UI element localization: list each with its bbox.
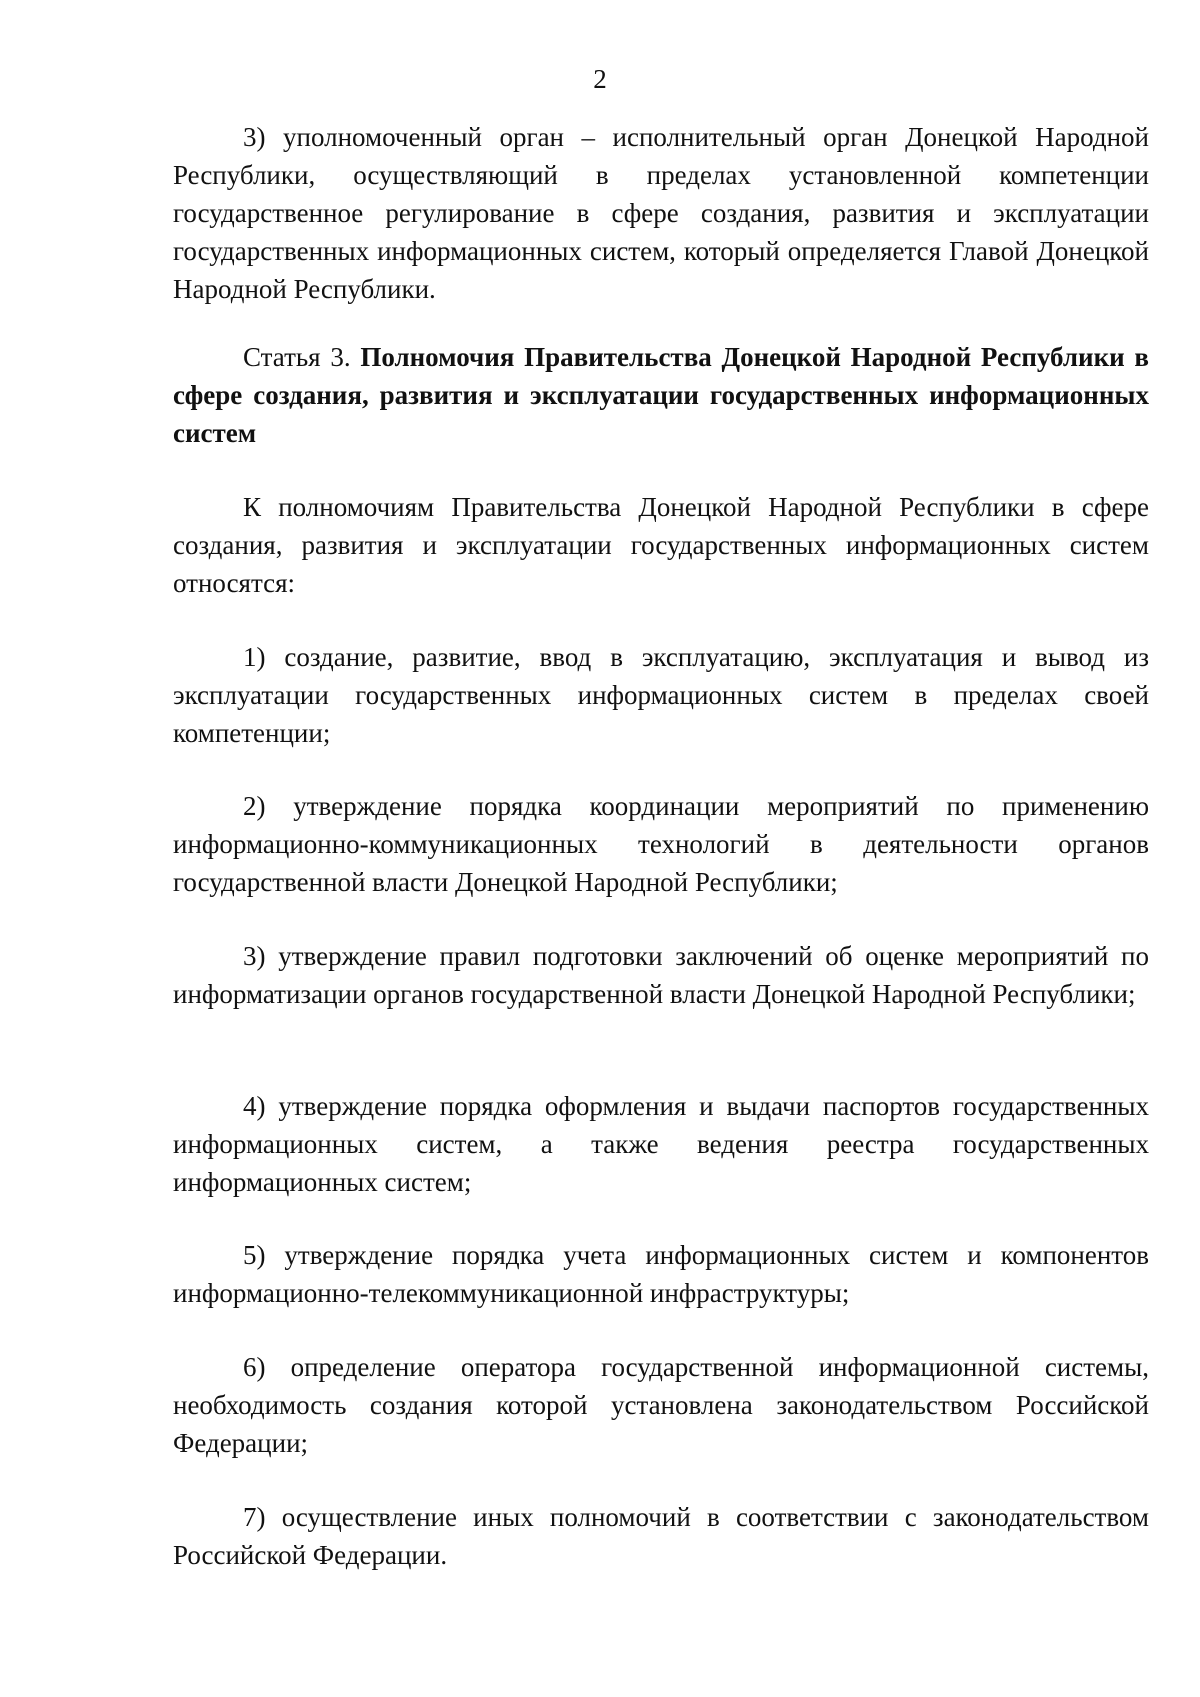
lead-paragraph: К полномочиям Правительства Донецкой Народной Республики в сфере создания, развития и эксплуатации государственных информационных систем относятся: [173,492,1149,598]
list-item: 4) утверждение порядка оформления и выдачи паспортов государственных информационных систем, а также ведения реестра государственных информационных систем; [173,1091,1149,1197]
article-heading [173,338,1149,452]
list-item: 6) определение оператора государственной информационной системы, необходимость создания которой установлена законодательством Российской Федерации; [173,1352,1149,1458]
list-item: 5) утверждение порядка учета информационных систем и компонентов информационно-телекоммуникационной инфраструктуры; [173,1240,1149,1308]
list-item: 3) утверждение правил подготовки заключений об оценке мероприятий по информатизации органов государственной власти Донецкой Народной Республики; [173,941,1149,1009]
list-item: 1) создание, развитие, ввод в эксплуатацию, эксплуатация и вывод из эксплуатации государственных информационных систем в пределах своей компетенции; [173,642,1149,748]
article-prefix: Статья 3. [243,342,351,372]
page-number: 2 [593,64,607,94]
article-title: Полномочия Правительства Донецкой Народной Республики в сфере создания, развития и эксплуатации государственных информационных систем [173,342,1149,448]
definition-paragraph: 3) уполномоченный орган – исполнительный орган Донецкой Народной Республики, осуществляющий в пределах установленной компетенции государственное регулирование в сфере создания, развития и эксплуатации государственных информационных систем, который определяется Главой Донецкой Народной Республики. [173,122,1149,304]
list-item: 7) осуществление иных полномочий в соответствии с законодательством Российской Федерации. [173,1502,1149,1570]
list-item: 2) утверждение порядка координации мероприятий по применению информационно-коммуникационных технологий в деятельности органов государственной власти Донецкой Народной Республики; [173,791,1149,897]
